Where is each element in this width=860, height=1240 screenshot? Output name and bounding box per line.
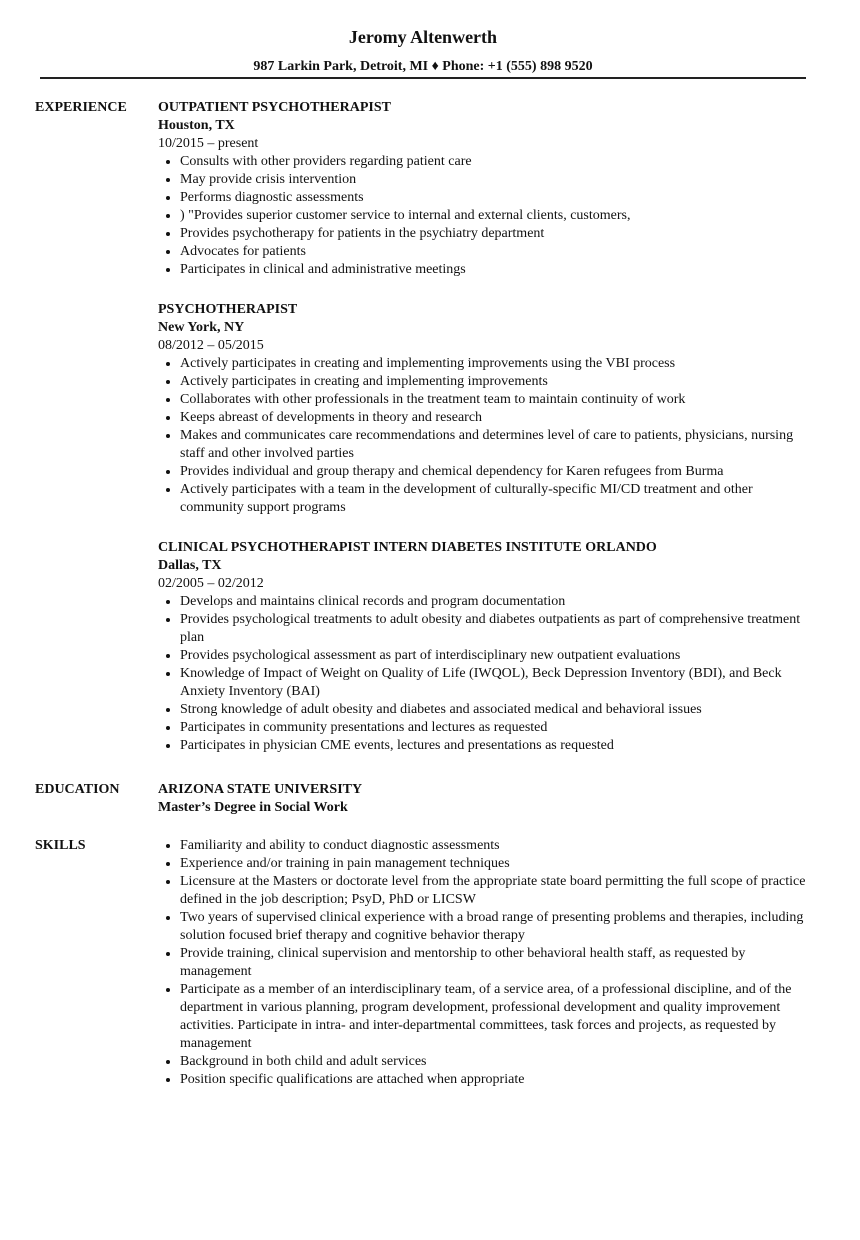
job-location: Dallas, TX	[158, 558, 222, 573]
job-bullets	[158, 355, 815, 517]
list-item: • Advocates for patients	[180, 243, 815, 261]
list-item: • May provide crisis intervention	[180, 171, 815, 189]
job-title: OUTPATIENT PSYCHOTHERAPIST	[158, 100, 391, 115]
list-item: • Participates in clinical and administrative meetings	[180, 261, 815, 279]
list-item: • Background in both child and adult services	[180, 1053, 815, 1071]
list-item: • Participates in physician CME events, lectures and presentations as requested	[180, 737, 815, 755]
skills-list	[158, 837, 815, 1089]
candidate-name: Jeromy Altenwerth	[348, 27, 498, 47]
job-location: New York, NY	[158, 320, 245, 335]
list-item: • Keeps abreast of developments in theory and research	[180, 409, 815, 427]
list-item: • Two years of supervised clinical experience with a broad range of presenting problems and therapies, including solution focused brief therapy and cognitive behavior therapy	[180, 909, 815, 945]
list-item: • Licensure at the Masters or doctorate level from the appropriate state board permitting the full scope of practice defined in the job description; PsyD, PhD or LICSW	[180, 873, 815, 909]
list-item: • Participate as a member of an interdisciplinary team, of a service area, of a professional discipline, and of the department in various planning, program development, professional development and quality improvement activities. Participate in intra- and inter-departmental committees, task forces and projects, as requested by management	[180, 981, 815, 1053]
list-item: • Makes and communicates care recommendations and determines level of care to patients, physicians, nursing staff and other involved parties	[180, 427, 815, 463]
list-item: • Participates in community presentations and lectures as requested	[180, 719, 815, 737]
experience-body	[158, 99, 815, 755]
job-dates: 02/2005 – 02/2012	[158, 576, 264, 591]
job-dates: 08/2012 – 05/2015	[158, 338, 264, 353]
resume-header	[0, 26, 846, 76]
job-entry	[158, 539, 815, 755]
list-item: • Position specific qualifications are attached when appropriate	[180, 1071, 815, 1089]
list-item: • Performs diagnostic assessments	[180, 189, 815, 207]
list-item: • Actively participates in creating and implementing improvements using the VBI process	[180, 355, 815, 373]
list-item: • Actively participates with a team in the development of culturally-specific MI/CD treatment and other community support programs	[180, 481, 815, 517]
list-item: • Provide training, clinical supervision and mentorship to other behavioral health staff, as requested by management	[180, 945, 815, 981]
section-label-skills: SKILLS	[35, 838, 86, 853]
experience-section	[35, 99, 815, 777]
education-section	[35, 781, 815, 817]
school-name: ARIZONA STATE UNIVERSITY	[158, 782, 363, 797]
degree: Master’s Degree in Social Work	[158, 800, 348, 815]
list-item: • Develops and maintains clinical records and program documentation	[180, 593, 815, 611]
list-item: • Provides individual and group therapy and chemical dependency for Karen refugees from Burma	[180, 463, 815, 481]
list-item: • Familiarity and ability to conduct diagnostic assessments	[180, 837, 815, 855]
job-title: PSYCHOTHERAPIST	[158, 302, 298, 317]
job-location: Houston, TX	[158, 118, 235, 133]
job-entry	[158, 99, 815, 279]
list-item: • Provides psychological assessment as part of interdisciplinary new outpatient evaluations	[180, 647, 815, 665]
section-label-experience: EXPERIENCE	[35, 100, 127, 115]
header-divider	[40, 77, 806, 79]
list-item: • Actively participates in creating and implementing improvements	[180, 373, 815, 391]
job-title: CLINICAL PSYCHOTHERAPIST INTERN DIABETES INSTITUTE ORLANDO	[158, 540, 657, 555]
list-item: • Provides psychological treatments to adult obesity and diabetes outpatients as part of comprehensive treatment plan	[180, 611, 815, 647]
list-item: • Collaborates with other professionals in the treatment team to maintain continuity of work	[180, 391, 815, 409]
section-label-education: EDUCATION	[35, 782, 120, 797]
skills-body	[158, 837, 815, 1089]
job-bullets	[158, 593, 815, 755]
list-item: • Strong knowledge of adult obesity and diabetes and associated medical and behavioral issues	[180, 701, 815, 719]
contact-line: 987 Larkin Park, Detroit, MI ♦ Phone: +1 (555) 898 9520	[253, 59, 593, 74]
education-body	[158, 781, 815, 817]
list-item: • ) "Provides superior customer service to internal and external clients, customers,	[180, 207, 815, 225]
list-item: • Experience and/or training in pain management techniques	[180, 855, 815, 873]
skills-section	[35, 837, 815, 1089]
list-item: • Consults with other providers regarding patient care	[180, 153, 815, 171]
job-dates: 10/2015 – present	[158, 136, 259, 151]
job-entry	[158, 301, 815, 517]
list-item: • Provides psychotherapy for patients in the psychiatry department	[180, 225, 815, 243]
job-bullets	[158, 153, 815, 279]
list-item: • Knowledge of Impact of Weight on Quality of Life (IWQOL), Beck Depression Inventory (BDI), and Beck Anxiety Inventory (BAI)	[180, 665, 815, 701]
